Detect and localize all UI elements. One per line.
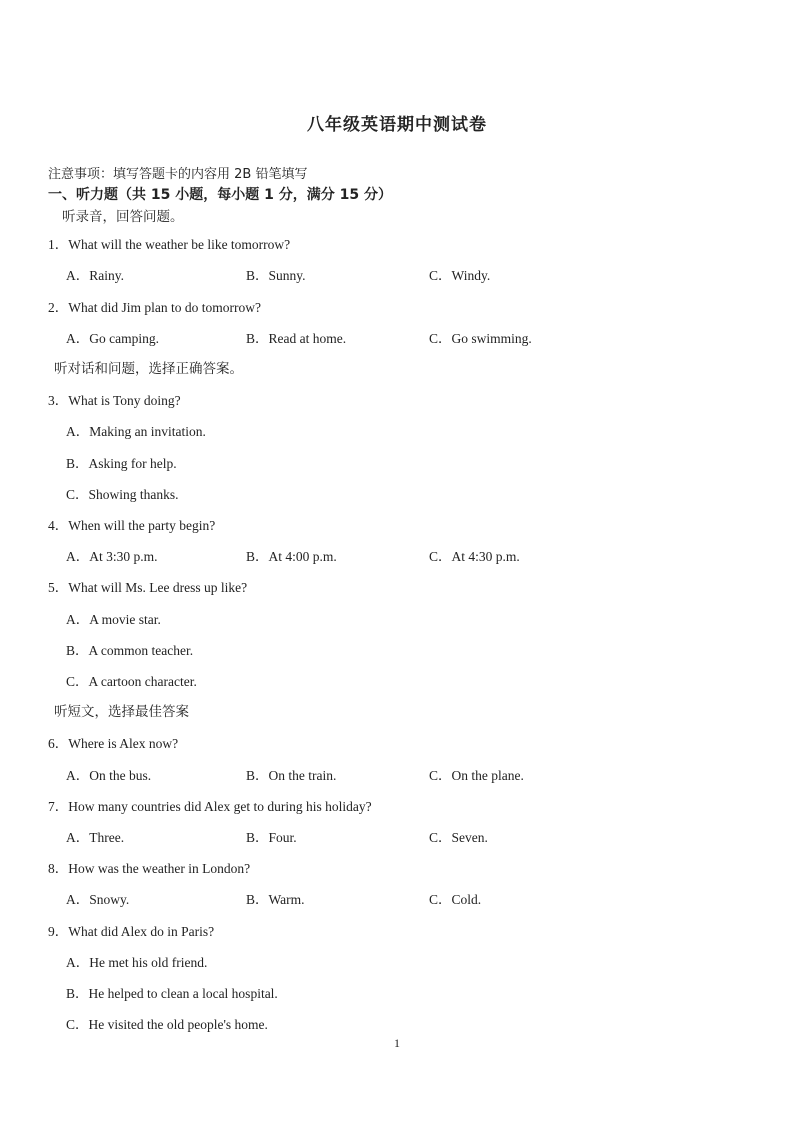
question-5 (48, 576, 247, 596)
q1-option-c: C．Windy. (429, 268, 491, 283)
section-1-heading: 一、听力题（共 15 小题，每小题 1 分，满分 15 分） (48, 187, 392, 203)
question-7 (48, 795, 372, 815)
question-text: What is Tony doing? (68, 393, 181, 408)
question-text: When will the party begin? (68, 518, 216, 533)
q4-option-a: A．At 3:30 p.m. (66, 549, 158, 564)
q3-option-b: B．Asking for help. (66, 456, 177, 471)
question-9 (48, 920, 214, 940)
question-text: Where is Alex now? (68, 736, 179, 751)
q4-option-b: B．At 4:00 p.m. (246, 549, 337, 564)
page-number: 1 (394, 1036, 400, 1050)
q6-option-a: A．On the bus. (66, 768, 152, 783)
q6-option-c: C．On the plane. (429, 768, 524, 783)
question-6 (48, 732, 178, 752)
question-text: What will Ms. Lee dress up like? (68, 580, 248, 595)
instruction-2: 听对话和问题，选择正确答案。 (54, 361, 243, 377)
q3-option-c: C．Showing thanks. (66, 487, 179, 502)
q2-option-b: B．Read at home. (246, 331, 347, 346)
question-number: 6． (48, 736, 69, 751)
q7-option-b: B．Four. (246, 830, 297, 845)
question-text: How many countries did Alex get to during his holiday? (68, 799, 372, 814)
question-8 (48, 857, 250, 877)
question-4 (48, 514, 215, 534)
question-number: 9． (48, 924, 69, 939)
instruction-1: 听录音，回答问题。 (62, 209, 184, 225)
q3-option-a: A．Making an invitation. (66, 424, 206, 439)
question-2 (48, 296, 261, 316)
question-text: How was the weather in London? (68, 861, 251, 876)
q1-option-b: B．Sunny. (246, 268, 306, 283)
question-text: What did Alex do in Paris? (68, 924, 215, 939)
question-number: 3． (48, 393, 69, 408)
question-number: 4． (48, 518, 69, 533)
q8-option-a: A．Snowy. (66, 892, 130, 907)
question-number: 8． (48, 861, 69, 876)
q5-option-c: C．A cartoon character. (66, 674, 197, 689)
question-1 (48, 233, 290, 253)
q1-option-a: A．Rainy. (66, 268, 124, 283)
q2-option-a: A．Go camping. (66, 331, 159, 346)
question-number: 1． (48, 237, 69, 252)
question-number: 2． (48, 300, 69, 315)
q2-option-c: C．Go swimming. (429, 331, 532, 346)
q7-option-a: A．Three. (66, 830, 125, 845)
question-text: What did Jim plan to do tomorrow? (68, 300, 261, 315)
exam-note: 注意事项：填写答题卡的内容用 2B 铅笔填写 (48, 167, 308, 182)
q9-option-a: A．He met his old friend. (66, 955, 208, 970)
exam-title: 八年级英语期中测试卷 (307, 115, 487, 135)
question-3 (48, 389, 181, 409)
q8-option-b: B．Warm. (246, 892, 305, 907)
q9-option-b: B．He helped to clean a local hospital. (66, 986, 278, 1001)
q4-option-c: C．At 4:30 p.m. (429, 549, 520, 564)
q6-option-b: B．On the train. (246, 768, 337, 783)
q5-option-a: A．A movie star. (66, 612, 161, 627)
instruction-3: 听短文，选择最佳答案 (54, 704, 189, 720)
q9-option-c: C．He visited the old people's home. (66, 1017, 268, 1032)
q7-option-c: C．Seven. (429, 830, 488, 845)
question-number: 5． (48, 580, 69, 595)
q8-option-c: C．Cold. (429, 892, 482, 907)
question-text: What will the weather be like tomorrow? (68, 237, 291, 252)
question-number: 7． (48, 799, 69, 814)
q5-option-b: B．A common teacher. (66, 643, 194, 658)
